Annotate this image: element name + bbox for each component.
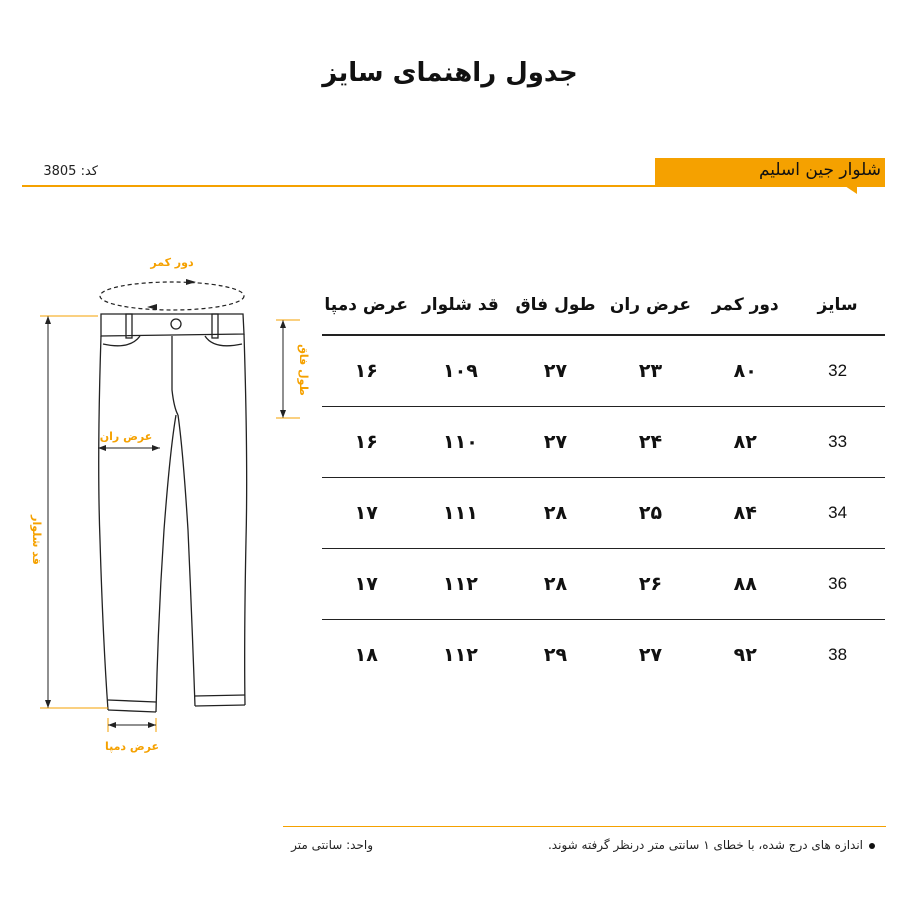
table-row xyxy=(322,407,885,478)
hem-label: عرض دمپا xyxy=(104,740,160,753)
table-cell: ۸۴ xyxy=(700,478,790,549)
product-name: شلوار جین اسلیم xyxy=(758,160,881,180)
table-cell: 33 xyxy=(790,407,885,478)
table-cell: 36 xyxy=(790,549,885,620)
length-measure xyxy=(40,316,108,708)
table-cell: ۲۵ xyxy=(601,478,701,549)
header-thigh: عرض ران xyxy=(601,276,701,335)
table-cell: 32 xyxy=(790,335,885,407)
table-cell: ۲۸ xyxy=(510,478,600,549)
table-cell: 34 xyxy=(790,478,885,549)
table-row xyxy=(322,549,885,620)
thigh-label: عرض ران xyxy=(99,430,153,443)
size-table xyxy=(322,276,885,690)
table-cell: ۸۲ xyxy=(700,407,790,478)
table-cell: ۲۷ xyxy=(638,644,663,666)
rise-label: طول فاق xyxy=(297,344,310,396)
page-title: جدول راهنمای سایز xyxy=(322,58,578,88)
table-row xyxy=(322,620,885,691)
table-cell: ۲۴ xyxy=(601,407,701,478)
footer-note-text: اندازه های درج شده، با خطای ۱ سانتی متر درنظر گرفته شوند. xyxy=(547,838,863,852)
waist-label: دور کمر xyxy=(150,256,194,269)
table-header-row xyxy=(322,276,885,335)
unit-label: واحد: سانتی متر xyxy=(291,838,373,852)
table-cell: ۱۰۹ xyxy=(410,335,510,407)
product-name-tab xyxy=(655,158,885,186)
bullet-icon xyxy=(869,843,875,849)
table-cell: ۱۷ xyxy=(322,478,410,549)
table-cell: ۲۶ xyxy=(601,549,701,620)
product-tab-flag xyxy=(845,186,857,194)
table-cell: ۹۲ xyxy=(733,644,757,666)
table-cell: ۱۱۲ xyxy=(443,644,478,666)
header-length: قد شلوار xyxy=(410,276,510,335)
footer-divider xyxy=(283,826,886,827)
table-cell: ۲۳ xyxy=(601,335,701,407)
jeans-diagram xyxy=(0,240,320,760)
waist-ellipse xyxy=(100,282,244,310)
table-cell: ۱۶ xyxy=(322,335,410,407)
table-cell: ۲۸ xyxy=(510,549,600,620)
table-cell: ۱۱۱ xyxy=(410,478,510,549)
header-hem: عرض دمپا xyxy=(322,276,410,335)
table-row xyxy=(322,478,885,549)
table-cell: ۲۷ xyxy=(510,407,600,478)
footer-note xyxy=(548,838,875,852)
header-waist: دور کمر xyxy=(700,276,790,335)
header-size: سایز xyxy=(790,276,885,335)
header-rise: طول فاق xyxy=(510,276,600,335)
table-cell: ۲۷ xyxy=(510,335,600,407)
waist-arrow-right xyxy=(186,279,196,285)
table-cell: ۸۸ xyxy=(700,549,790,620)
table-cell: ۱۱۲ xyxy=(410,549,510,620)
product-code-label: کد: xyxy=(80,164,98,179)
table-cell: ۸۰ xyxy=(700,335,790,407)
table-cell: ۱۱۰ xyxy=(410,407,510,478)
jeans-outline xyxy=(99,314,247,712)
table-row xyxy=(322,335,885,407)
table-cell: ۱۸ xyxy=(354,644,378,666)
product-code xyxy=(40,164,98,179)
length-label: قد شلوار xyxy=(30,515,43,565)
product-code-value: 3805 xyxy=(43,164,77,179)
table-cell: 38 xyxy=(828,645,848,664)
rise-measure xyxy=(276,320,300,418)
table-cell: ۱۶ xyxy=(322,407,410,478)
table-cell: ۲۹ xyxy=(543,644,568,666)
table-cell: ۱۷ xyxy=(322,549,410,620)
